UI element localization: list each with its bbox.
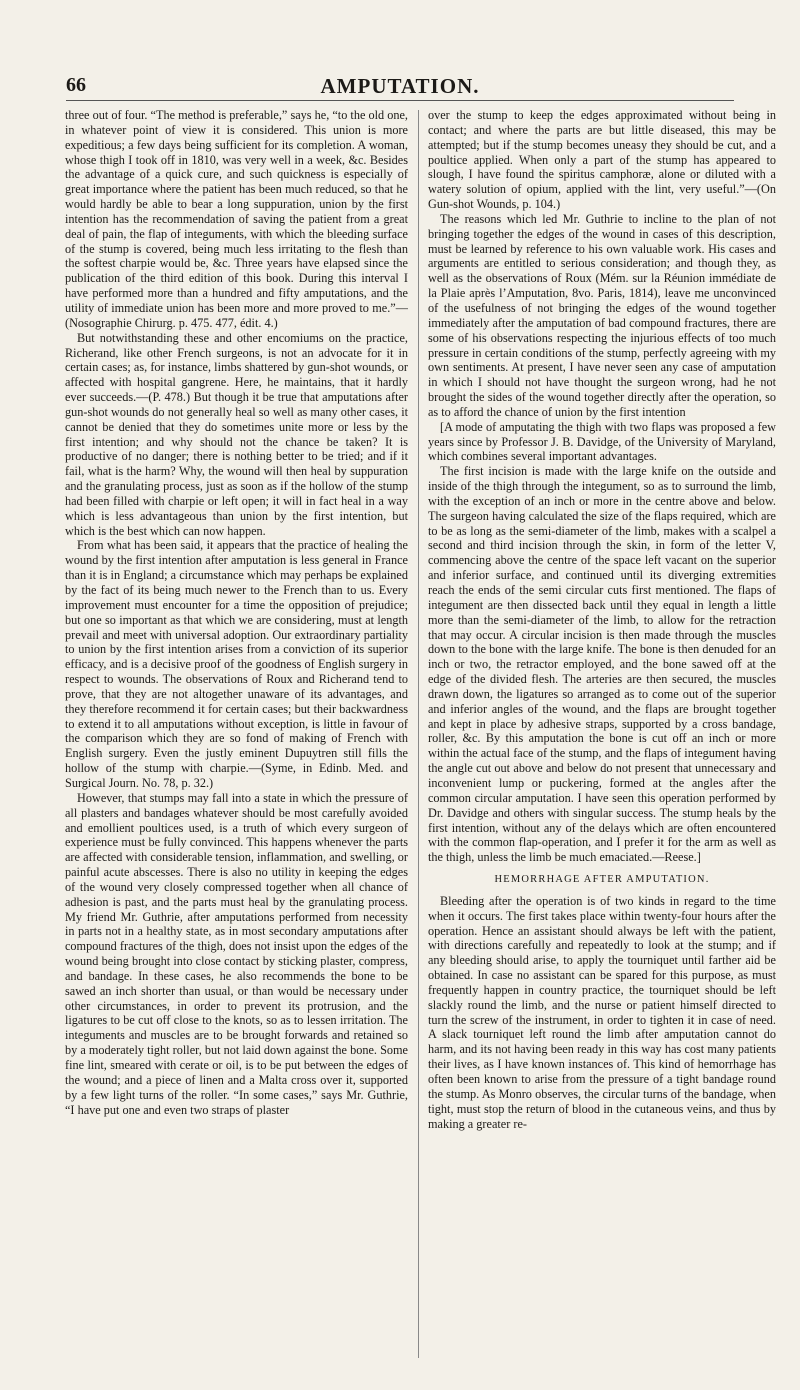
paragraph: From what has been said, it appears that the practice of healing the wound by the first intention after amputation is less general in France than it is in England; a circumstance which may perhaps be explained by the fact of its being much newer to the French than to us. Every improvement must encounter for a time the opposition of prejudice; but one so important as that which we are considering, must at length prevail and meet with universal adoption. Our extraordinary partiality to union by the first intention arises from a conviction of its superior efficacy, and is a decisive proof of the goodness of English surgery in respect to wounds. The observations of Roux and Richerand tend to prove, that they are not altogether unaware of its advantages, and they therefore recommend it for certain cases; but their backwardness to extend it to all amputations without exception, is little in favour of the comparison which they are so fond of making of French with English surgery. Even the justly eminent Dupuytren still fills the hollow of the stump with charpie.—(Syme, in Edinb. Med. and Surgical Journ. No. 78, p. 32.) xyxy=(65,538,408,790)
paragraph: three out of four. “The method is preferable,” says he, “to the old one, in whatever point of view it is considered. This union is more expeditious; a few days being sufficient for its completion. A woman, whose thigh I took off in 1810, was very well in a week, &c. Besides the advantage of a quick cure, and such quickness is especially of great importance where the patient has been much reduced, so that he would hardly be able to bear a long suppuration, union by the first intention has the recommendation of saving the patient from a great deal of pain, the flap of integuments, with which the bleeding surface of the stump is covered, being much less irritating to the flesh than the softest charpie would be, &c. Three years have elapsed since the publication of the third edition of this book. During this interval I have performed more than a hundred and fifty amputations, and the utility of immediate union has been more and more proved to me.”—(Nosographie Chirurg. p. 475. 477, édit. 4.) xyxy=(65,108,408,330)
right-column xyxy=(428,108,776,1368)
running-title: AMPUTATION. xyxy=(320,74,480,98)
paragraph: Bleeding after the operation is of two kinds in regard to the time when it occurs. The first takes place within twenty-four hours after the operation. Hence an assistant should always be left with the patient, with directions carefully and repeatedly to look at the stump; and if any bleeding should arise, to apply the tourniquet until farther aid be obtained. In case no assistant can be spared for this purpose, as must frequently happen in country practice, the tourniquet should be left slackly round the limb, and the nurse or patient himself directed to turn the screw of the instrument, in order to tighten it in case of need. A slack tourniquet left round the limb after amputation cannot do harm, and its not having been ready in this way has cost many patients their lives, as I have known instances of. This kind of hemorrhage has often been known to arise from the pressure of a tight bandage round the stump. As Monro observes, the circular turns of the bandage, when tight, must stop the return of blood in the cutaneous veins, and thus by making a greater re- xyxy=(428,893,776,1131)
paragraph: The reasons which led Mr. Guthrie to incline to the plan of not bringing together the edges of the wound in cases of this description, must be learned by reference to his own valuable work. His cases and arguments are entitled to serious consideration; and though they, as well as the observations of Roux (Mém. sur la Réunion immédiate de la Plaie après l’Amputation, 8vo. Paris, 1814), leave me unconvinced of the usefulness of not bringing the edges of the wound together immediately after the amputation of bad compound fractures, there are some of his observations respecting the injurious effects of too much pressure in certain conditions of the stump, perfectly agreeing with my own sentiments. At present, I have never seen any case of amputation in which I should not have thought the surgeon wrong, had he not brought the sides of the wound together directly after the operation, so as to afford the chance of union by the first intention xyxy=(428,211,776,419)
page-header xyxy=(66,74,734,100)
header-rule xyxy=(66,100,734,101)
paragraph: over the stump to keep the edges approximated without being in contact; and where the parts are but little diseased, this may be attempted; but if the stump becomes uneasy they should be cut, and a poultice applied. When only a part of the stump has appeared to slough, I have found the spiritus camphoræ, alone or diluted with a watery solution of opium, applied with the lint, very useful.”—(On Gun-shot Wounds, p. 104.) xyxy=(428,108,776,212)
paragraph: However, that stumps may fall into a state in which the pressure of all plasters and bandages whatever should be most carefully avoided and emollient poultices used, is a truth of which every surgeon of experience must be fully convinced. This happens whenever the parts are affected with considerable tension, inflammation, and swelling, or painful acute abscesses. There is also no utility in keeping the edges of the wound very closely compressed together when all chance of adhesion is past, and the parts must heal by the granulating process. My friend Mr. Guthrie, after amputations performed from necessity in parts not in a healthy state, as in most secondary amputations after compound fractures of the thigh, does not insist upon the edges of the wound being brought into close contact by sticking plaster, compress, and bandage. In these cases, he also recommends the bone to be sawed an inch shorter than usual, or than would be necessary under other circumstances, in order to prevent its protrusion, and the ligatures to be cut off close to the knots, so as to lessen irritation. The integuments and muscles are to be brought forwards and retained so by a moderately tight roller, but not laid down against the bone. Some fine lint, smeared with cerate or oil, is to be put between the edges of the wound; and a piece of linen and a Malta cross over it, supported by a few light turns of the roller. “In some cases,” says Mr. Guthrie, “I have put one and even two straps of plaster xyxy=(65,790,408,1117)
section-heading: HEMORRHAGE AFTER AMPUTATION. xyxy=(494,874,710,886)
page-number: 66 xyxy=(66,74,86,96)
paragraph: The first incision is made with the large knife on the outside and inside of the thigh through the integument, so as to surround the limb, with the exception of an inch or more in the centre above and below. The surgeon having calculated the size of the flaps required, which are to be as long as the semi-diameter of the limb, makes with a scalpel a second and third incision through the skin, in form of the letter V, commencing above the centre of the space left vacant on the superior and inferior surface, and continued until its diverging extremities reach the ends of the semi circular cuts first mentioned. The flaps of integument are then dissected back until they equal in length a little more than the semi-diameter of the limb, to allow for the retraction that may occur. A circular incision is then made through the muscles down to the bone with the large knife. The bone is then denuded for an inch or two, the retractor employed, and the bone sawed off at the edge of the divided flesh. The arteries are then secured, the muscles drawn down, the ligatures so arranged as to come out of the superior and inferior angles of the wound, and the flaps are brought together and kept in place by adhesive straps, supported by a cross bandage, roller, &c. By this amputation the bone is cut off an inch or more within the actual face of the stump, and the flaps of integument having the angle cut out above and below do not present that unnecessary and inconvenient lump or puckering, formed at the angles after the common circular amputation. I have seen this operation performed by Dr. Davidge and others with singular success. The stump heals by the first intention, without any of the delays which are often encountered with the common flap-operation, and I prefer it for the arm as well as the thigh, unless the limb be much emaciated.—Reese.] xyxy=(428,464,776,865)
column-divider xyxy=(418,110,419,1358)
paragraph: [A mode of amputating the thigh with two flaps was proposed a few years since by Professor J. B. Davidge, of the University of Maryland, which combines several important advantages. xyxy=(428,419,776,464)
left-column xyxy=(65,108,408,1368)
paragraph: But notwithstanding these and other encomiums on the practice, Richerand, like other French surgeons, is not an advocate for it in certain cases; as, for instance, limbs shattered by gun-shot wounds, or affected with hospital gangrene. Here, he maintains, that it hardly ever succeeds.—(P. 478.) But though it be true that amputations after gun-shot wounds do not generally heal so well as many other cases, it cannot be denied that they do sometimes unite more or less by the first intention; and why should not the chance be taken? It is productive of no danger; there is nothing better to be tried; and if it fail, what is the harm? Why, the wound will then heal by suppuration and the granulating process, just as soon as if the hollow of the stump had been filled with charpie or left open; it will in fact heal in a way which is less advantageous than union by the first intention, but which is the best which can now happen. xyxy=(65,330,408,538)
